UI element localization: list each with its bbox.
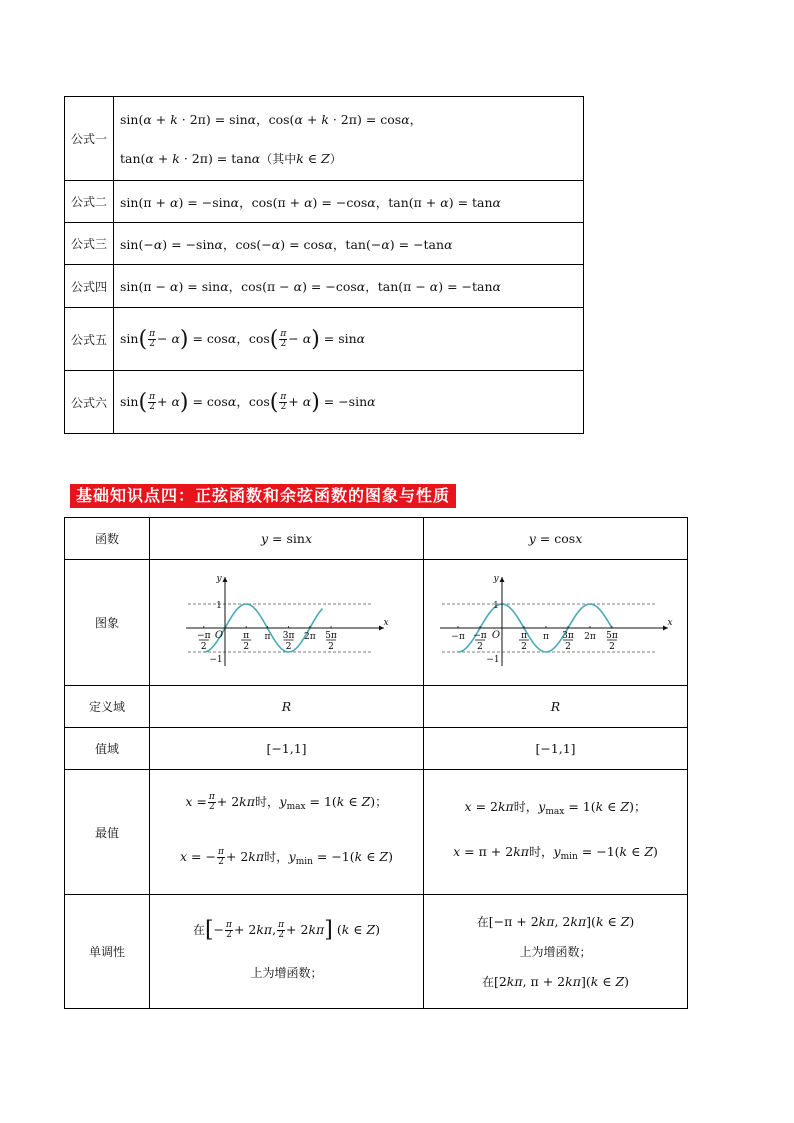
cos-monotonic-text: 上为增函数； — [519, 944, 592, 959]
y-axis-label: y — [492, 574, 499, 584]
svg-text:3π: 3π — [561, 631, 574, 641]
row-label: 公式五 — [65, 308, 114, 371]
row-label: 函数 — [65, 518, 150, 560]
svg-text:−π: −π — [196, 631, 211, 641]
sin-graph-cell — [150, 560, 424, 686]
domain-row — [65, 686, 688, 728]
tick-label-neg-one: −1 — [208, 655, 223, 665]
cos-monotonic-cell: 在[−π + 2kπ, 2kπ](k ∈ Z) 上为增函数； 在[2kπ, π + 2kπ](k ∈ Z) — [424, 895, 688, 1009]
tick-label-one: 1 — [215, 601, 222, 611]
tick-label — [282, 631, 294, 652]
svg-text:2: 2 — [327, 642, 334, 652]
formula-row-3 — [65, 223, 584, 265]
tick-label: −π — [450, 632, 465, 642]
sin-monotonic-cell: 在[− $\frac{\pi}{2}$ + 2kπ, $\frac{\pi}{2}$ + 2kπ] (k ∈ Z) 上为增函数； — [150, 895, 424, 1009]
sin-range-value: [−1,1] — [150, 728, 424, 770]
row-label: 值域 — [65, 728, 150, 770]
function-row — [65, 518, 688, 560]
section-heading: 基础知识点四：正弦函数和余弦函数的图象与性质 — [70, 484, 456, 508]
row-label: 最值 — [65, 770, 150, 895]
formula-row-5 — [65, 308, 584, 371]
svg-text:2: 2 — [242, 642, 249, 652]
row-label: 公式三 — [65, 223, 114, 265]
y-axis-label: y — [215, 574, 222, 584]
svg-text:−π: −π — [472, 631, 487, 641]
cos-extremum-cell: x = 2kπ时，$y_{max} = 1(k$ ∈ Z)； x = π + 2kπ时，$y_{min} = -1(k$ ∈ Z) — [424, 770, 688, 895]
svg-text:2: 2 — [564, 642, 571, 652]
tick-label — [473, 631, 487, 652]
y-axis-arrow — [222, 577, 227, 582]
tick-label-neg-one: −1 — [485, 655, 500, 665]
formula-cell: sin(π − α) = sinα，cos(π − α) = −cosα，tan(π − α) = −tanα — [114, 265, 584, 308]
svg-text:π: π — [520, 631, 527, 641]
formula-table — [64, 96, 584, 434]
tick-label — [197, 631, 211, 652]
row-label: 公式四 — [65, 265, 114, 308]
row-label: 公式二 — [65, 181, 114, 223]
svg-text:π: π — [242, 631, 249, 641]
tick-label: π — [542, 632, 549, 642]
cosine-graph — [436, 571, 676, 671]
formula-row-2 — [65, 181, 584, 223]
row-label: 单调性 — [65, 895, 150, 1009]
row-label: 图象 — [65, 560, 150, 686]
tick-label-one: 1 — [492, 601, 499, 611]
sine-graph — [182, 571, 392, 671]
graph-row — [65, 560, 688, 686]
formula-row-6 — [65, 371, 584, 434]
sin-extremum-cell: x = $\frac{\pi}{2}$ + 2kπ时，$y_{max} = 1(k$ ∈ Z)； x = − $\frac{\pi}{2}$ + 2kπ时，$y_{min} = -1(k$ ∈ Z) — [150, 770, 424, 895]
tick-label: 2π — [583, 632, 596, 642]
row-label: 公式一 — [65, 97, 114, 181]
sin-monotonic-text: 上为增函数； — [250, 965, 323, 980]
y-axis-arrow — [499, 577, 504, 582]
x-axis-label: x — [382, 618, 389, 628]
origin-label: O — [491, 630, 500, 641]
row-label: 公式六 — [65, 371, 114, 434]
tick-label — [241, 631, 251, 652]
svg-text:2: 2 — [520, 642, 527, 652]
formula-row-4 — [65, 265, 584, 308]
tick-label: π — [263, 632, 270, 642]
svg-text:2: 2 — [608, 642, 615, 652]
formula-row-1 — [65, 97, 584, 181]
svg-text:2: 2 — [285, 642, 291, 652]
cos-graph-cell — [424, 560, 688, 686]
properties-table — [64, 517, 688, 1009]
sin-domain-value: R — [150, 686, 424, 728]
tick-label — [606, 631, 618, 652]
formula-cell: sin(−α) = −sinα，cos(−α) = cosα，tan(−α) = −tanα — [114, 223, 584, 265]
formula-cell: sin( $\frac{\pi}{2}$ + α) = cosα，cos( $\frac{\pi}{2}$ + α) = −sinα — [114, 371, 584, 434]
cos-function-cell: y = cosx — [424, 518, 688, 560]
formula-cell: sin(π + α) = −sinα，cos(π + α) = −cosα，tan(π + α) = tanα — [114, 181, 584, 223]
x-axis-label: x — [666, 618, 673, 628]
formula-cell: sin( $\frac{\pi}{2}$ − α) = cosα，cos( $\frac{\pi}{2}$ − α) = sinα — [114, 308, 584, 371]
range-row — [65, 728, 688, 770]
monotonic-row — [65, 895, 688, 1009]
svg-text:3π: 3π — [282, 631, 294, 641]
svg-text:2: 2 — [476, 642, 483, 652]
extremum-row — [65, 770, 688, 895]
cos-domain-value: R — [424, 686, 688, 728]
svg-text:2: 2 — [200, 642, 207, 652]
tick-label — [562, 631, 574, 652]
cos-range-value: [−1,1] — [424, 728, 688, 770]
formula-cell: sin(α + k · 2π) = sinα，cos(α + k · 2π) = cosα， tan(α + k · 2π) = tanα（其中k ∈ Z） — [114, 97, 584, 181]
sin-function-cell: y = sinx — [150, 518, 424, 560]
row-label: 定义域 — [65, 686, 150, 728]
svg-text:5π: 5π — [324, 631, 337, 641]
svg-text:5π: 5π — [605, 631, 618, 641]
tick-label — [325, 631, 337, 652]
origin-label: O — [214, 630, 223, 641]
tick-label: 2π — [303, 632, 316, 642]
